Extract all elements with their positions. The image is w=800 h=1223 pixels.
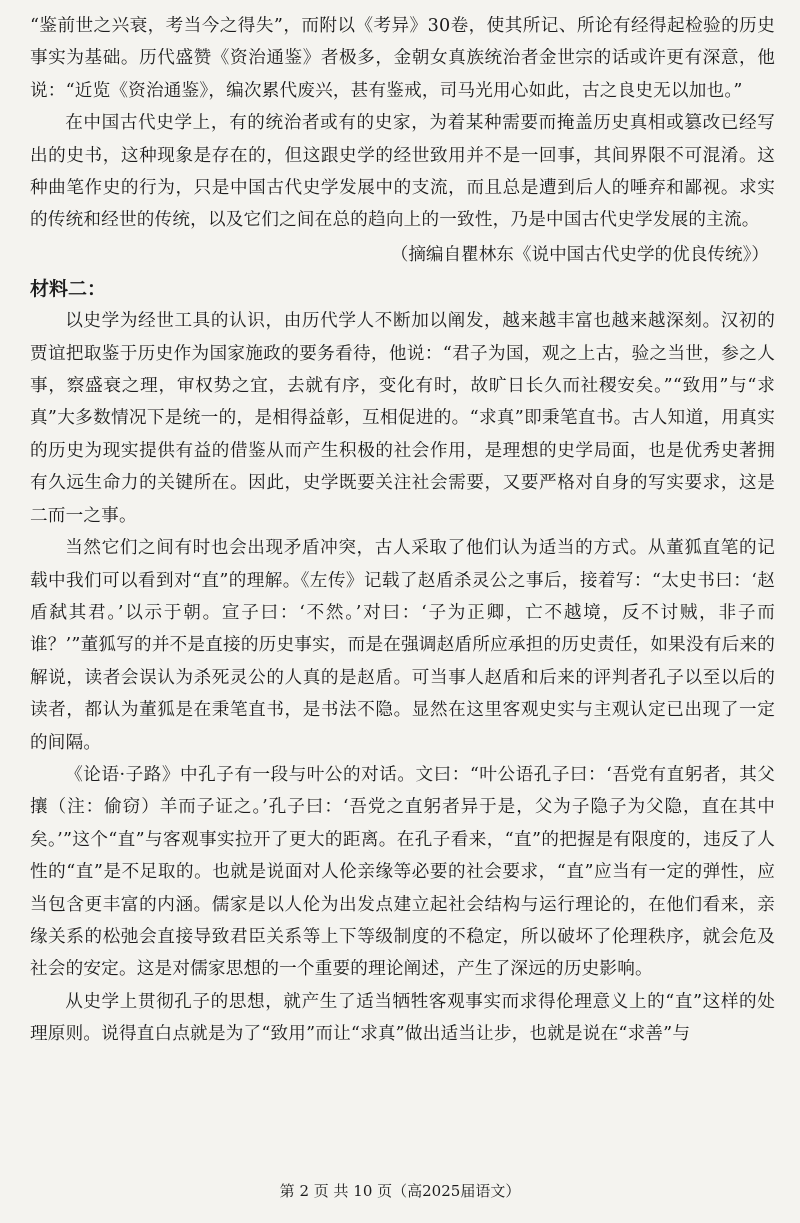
page-footer: 第 2 页 共 10 页（高2025届语文） [279, 1182, 521, 1200]
section-heading-material2: 材料二： [30, 278, 107, 301]
paragraph-material2-3: 《论语·子路》中孔子有一段与叶公的对话。文曰：“叶公语孔子曰：‘吾党有直躬者，其父攘（注：偷窃）羊而子证之。’孔子曰：‘吾党之直躬者异于是，父为子隐子为父隐，直在其中矣。’”这个“直”与客观事实拉开了更大的距离。在孔子看来，“直”的把握是有限度的，违反了人性的“直”是不足取的。也就是说面对人伦亲缘等必要的社会要求，“直”应当有一定的弹性，应当包含更丰富的内涵。儒家是以人伦为出发点建立起社会结构与运行理论的，在他们看来，亲缘关系的松弛会直接导致君臣关系等上下等级制度的不稳定，所以破坏了伦理秩序，就会危及社会的安定。这是对儒家思想的一个重要的理论阐述，产生了深远的历史影响。 [30, 764, 775, 980]
paragraph-material1-conclusion: 在中国古代史学上，有的统治者或有的史家，为着某种需要而掩盖历史真相或篡改已经写出的史书，这种现象是存在的，但这跟史学的经世致用并不是一回事，其间界限不可混淆。这种曲笔作史的行为，只是中国古代史学发展中的支流，而且总是遭到后人的唾弃和鄙视。求实的传统和经世的传统，以及它们之间在总的趋向上的一致性，乃是中国古代史学发展的主流。 [30, 113, 775, 231]
page-content [30, 10, 775, 1051]
paragraph-material2-2: 当然它们之间有时也会出现矛盾冲突，古人采取了他们认为适当的方式。从董狐直笔的记载中我们可以看到对“直”的理解。《左传》记载了赵盾杀灵公之事后，接着写：“太史书曰：‘赵盾弑其君。’以示于朝。宣子曰：‘不然。’对曰：‘子为正卿，亡不越境，反不讨贼，非子而谁？’”董狐写的并不是直接的历史事实，而是在强调赵盾所应承担的历史责任，如果没有后来的解说，读者会误认为杀死灵公的人真的是赵盾。可当事人赵盾和后来的评判者孔子以至以后的读者，都认为董狐是在秉笔直书，是书法不隐。显然在这里客观史实与主观认定已出现了一定的间隔。 [30, 538, 775, 753]
paragraph-material2-1: 以史学为经世工具的认识，由历代学人不断加以阐发，越来越丰富也越来越深刻。汉初的贾谊把取鉴于历史作为国家施政的要务看待，他说：“君子为国，观之上古，验之当世，参之人事，察盛衰之理，审权势之宜，去就有序，变化有时，故旷日长久而社稷安矣。”“致用”与“求真”大多数情况下是统一的，是相得益彰，互相促进的。“求真”即秉笔直书。古人知道，用真实的历史为现实提供有益的借鉴从而产生积极的社会作用，是理想的史学局面，也是优秀史著拥有久远生命力的关键所在。因此，史学既要关注社会需要，又要严格对自身的写实要求，这是二而一之事。 [30, 311, 775, 526]
source-attribution: （摘编自瞿林东《说中国古代史学的优良传统》） [390, 244, 769, 265]
paragraph-material1-end: “鉴前世之兴衰，考当今之得失”，而附以《考异》30卷，使其所记、所论有经得起检验的历史事实为基础。历代盛赞《资治通鉴》者极多，金朝女真族统治者金世宗的话或许更有深意，他说：“近览《资治通鉴》，编次累代废兴，甚有鉴戒，司马光用心如此，古之良史无以加也。” [30, 16, 775, 101]
paragraph-material2-4: 从史学上贯彻孔子的思想，就产生了适当牺牲客观事实而求得伦理意义上的“直”这样的处理原则。说得直白点就是为了“致用”而让“求真”做出适当让步，也就是说在“求善”与 [30, 991, 775, 1045]
